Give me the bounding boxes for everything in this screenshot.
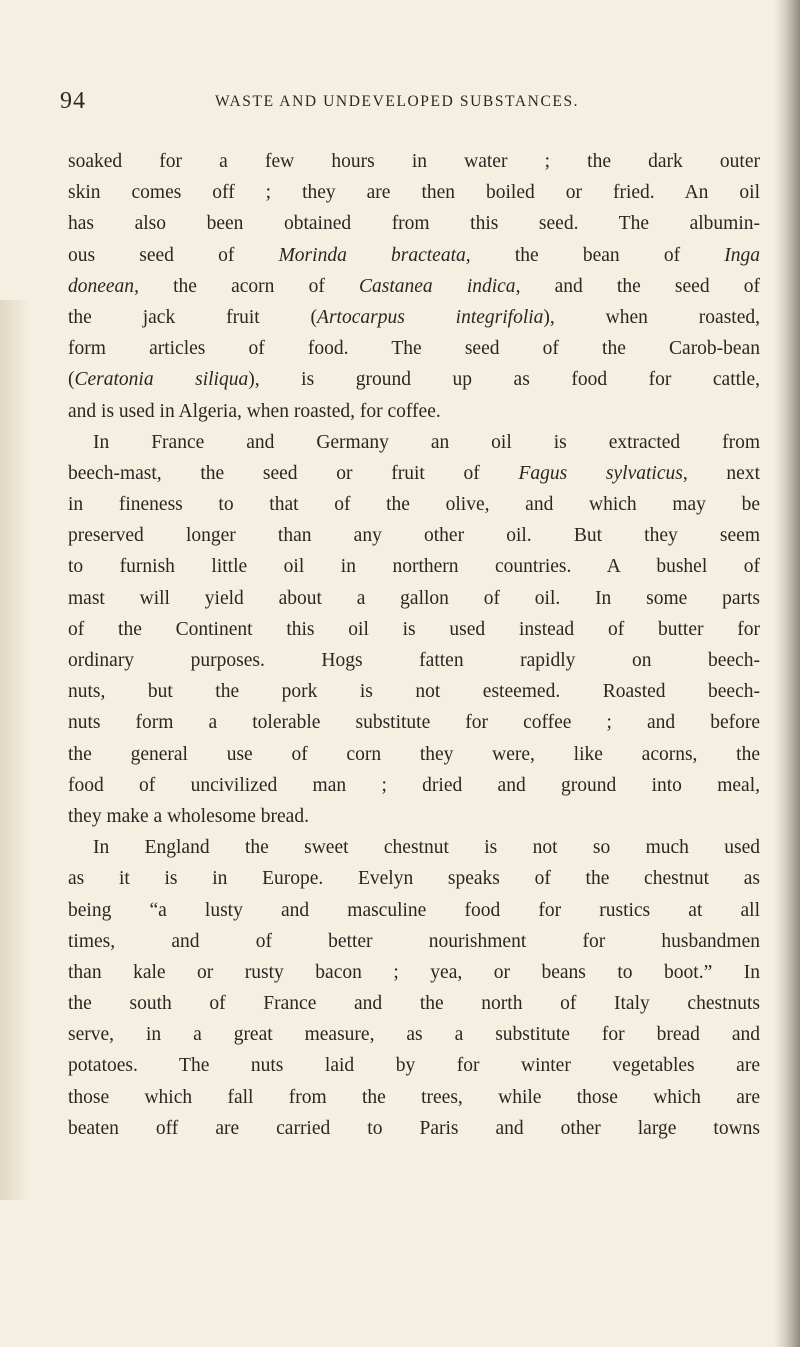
- page-stain: [0, 300, 30, 1200]
- text-line: as it is in Europe. Evelyn speaks of the chestnut as: [68, 868, 760, 890]
- text-line: food of uncivilized man ; dried and ground into meal,: [68, 774, 760, 796]
- text-line: those which fall from the trees, while those which are: [68, 1086, 760, 1108]
- text-line: has also been obtained from this seed. The albumin-: [68, 213, 760, 235]
- text-line: to furnish little oil in northern countries. A bushel of: [68, 556, 760, 578]
- text-line: serve, in a great measure, as a substitute for bread and: [68, 1024, 760, 1046]
- text-line: skin comes off ; they are then boiled or fried. An oil: [68, 182, 760, 204]
- italic-term: Fagus sylvaticus: [518, 462, 683, 484]
- running-head-title: WASTE AND UNDEVELOPED SUBSTANCES.: [215, 93, 580, 110]
- page-number: 94: [60, 88, 86, 114]
- text-line: ous seed of Morinda bracteata, the bean of Inga: [68, 244, 761, 266]
- text-line: and is used in Algeria, when roasted, for coffee.: [68, 400, 441, 422]
- text-line: times, and of better nourishment for husbandmen: [68, 930, 760, 952]
- running-head: [60, 88, 760, 118]
- italic-term: Artocarpus integrifolia: [317, 306, 544, 328]
- text-line: form articles of food. The seed of the Carob-bean: [68, 338, 760, 360]
- text-line: In England the sweet chestnut is not so much used: [93, 837, 760, 859]
- text-line: (Ceratonia siliqua), is ground up as food for cattle,: [68, 369, 760, 391]
- text-line: mast will yield about a gallon of oil. In some parts: [68, 587, 760, 609]
- text-line: potatoes. The nuts laid by for winter vegetables are: [68, 1055, 760, 1077]
- text-line: In France and Germany an oil is extracted from: [93, 431, 760, 453]
- text-line: beech-mast, the seed or fruit of Fagus sylvaticus, next: [68, 462, 760, 484]
- text-line: doneean, the acorn of Castanea indica, and the seed of: [68, 275, 760, 297]
- italic-term: Ceratonia siliqua: [74, 369, 249, 391]
- text-line: in fineness to that of the olive, and which may be: [68, 494, 760, 516]
- binding-edge: [774, 0, 800, 1347]
- text-line: nuts form a tolerable substitute for coffee ; and before: [68, 712, 760, 734]
- text-line: the jack fruit (Artocarpus integrifolia), when roasted,: [68, 306, 760, 328]
- text-line: than kale or rusty bacon ; yea, or beans to boot.” In: [68, 961, 760, 983]
- text-line: they make a wholesome bread.: [68, 805, 309, 827]
- italic-term: doneean: [68, 275, 135, 297]
- text-line: being “a lusty and masculine food for rustics at all: [68, 899, 760, 921]
- text-line: preserved longer than any other oil. But they seem: [68, 525, 760, 547]
- body-text: [68, 146, 760, 1144]
- italic-term: Inga: [724, 244, 761, 266]
- text-line: the south of France and the north of Italy chestnuts: [68, 993, 760, 1015]
- text-line: nuts, but the pork is not esteemed. Roasted beech-: [68, 681, 760, 703]
- text-line: ordinary purposes. Hogs fatten rapidly on beech-: [68, 650, 760, 671]
- text-line: soaked for a few hours in water ; the dark outer: [68, 151, 760, 172]
- text-line: beaten off are carried to Paris and other large towns: [68, 1117, 760, 1139]
- text-line: of the Continent this oil is used instead of butter for: [68, 618, 760, 640]
- italic-term: Castanea indica: [358, 275, 516, 297]
- italic-term: Morinda bracteata: [278, 244, 466, 266]
- text-line: the general use of corn they were, like acorns, the: [68, 743, 760, 765]
